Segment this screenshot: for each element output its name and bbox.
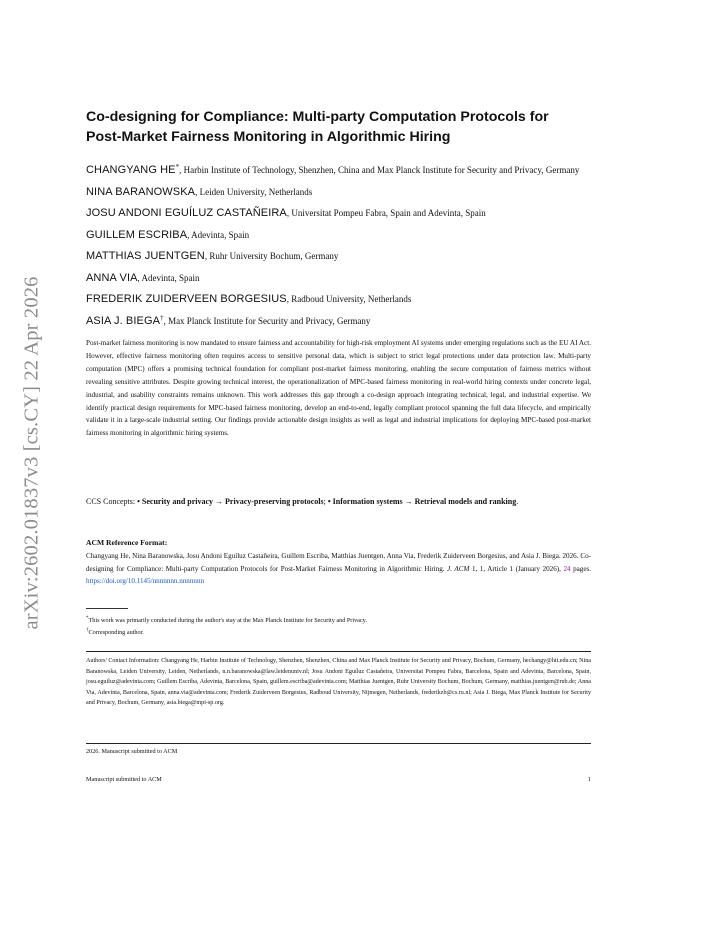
ccs-bullet-1: • Security and privacy [137, 497, 214, 506]
reference-pages-link[interactable]: 24 [563, 564, 571, 573]
ccs-label: CCS Concepts: [86, 497, 138, 506]
author-name: ANNA VIA [86, 271, 138, 284]
submitted-divider [86, 743, 591, 744]
reference-body-2: 1, 1, Article 1 (January 2026), [469, 564, 564, 573]
reference-body: Changyang He, Nina Baranowska, Josu Andoni Eguíluz Castañeira, Guillem Escriba, Matthias Juentgen, Anna Via, Frederik Zuiderveen Borgesius, and Asia J. Biega. 2026. Co-designing for Compliance: Multi-party Computation Protocols for Post-Market Fairness Monitoring in Algorithmic Hiring. [86, 552, 591, 573]
doi-link[interactable]: https://doi.org/10.1145/nnnnnnn.nnnnnnn [86, 577, 205, 586]
ccs-arrow: → [402, 497, 415, 506]
footnote-2 [86, 626, 591, 638]
ccs-item-1: Privacy-preserving protocols [225, 497, 324, 506]
author-entry [86, 309, 596, 331]
author-mark: † [160, 313, 164, 322]
author-entry [86, 244, 596, 266]
author-name: FREDERIK ZUIDERVEEN BORGESIUS [86, 293, 287, 305]
author-name: GUILLEM ESCRIBA [86, 228, 188, 241]
arxiv-stamp [2, 258, 62, 648]
author-name: MATTHIAS JUENTGEN [86, 250, 205, 262]
author-affiliation: , Universitat Pompeu Fabra, Spain and Adevinta, Spain [286, 208, 486, 218]
author-affiliation: , Adevinta, Spain [137, 272, 200, 283]
author-entry [86, 266, 596, 288]
page-footer-left: Manuscript submitted to ACM [86, 776, 162, 783]
author-affiliation: , Radboud University, Netherlands [286, 294, 412, 304]
footnote-1 [86, 614, 591, 626]
reference-heading: ACM Reference Format: [86, 538, 168, 547]
author-affiliation: , Adevinta, Spain [187, 229, 250, 240]
author-affiliation: , Leiden University, Netherlands [195, 186, 313, 197]
ccs-arrow: → [213, 497, 226, 506]
author-name: JOSU ANDONI EGUÍLUZ CASTAÑEIRA [86, 207, 287, 219]
footnotes [86, 614, 591, 637]
arxiv-stamp-text: arXiv:2602.01837v3 [cs.CY] 22 Apr 2026 [20, 276, 43, 630]
reference-body-3: pages. [570, 564, 591, 573]
footnote-2-text: Corresponding author. [88, 628, 144, 636]
reference-journal: J. ACM [447, 564, 470, 573]
footnote-2-mark: † [86, 627, 89, 633]
footnote-1-text: This work was primarily conducted during the author's stay at the Max Planck Institute for Security and Privacy. [88, 617, 367, 625]
title-line-2: Post-Market Fairness Monitoring in Algorithmic Hiring [86, 129, 451, 145]
author-affiliation: , Harbin Institute of Technology, Shenzhen, China and Max Planck Institute for Security and Privacy, Germany [179, 165, 580, 175]
author-entry [86, 287, 596, 309]
ccs-separator: ; [323, 497, 328, 506]
page-number: 1 [587, 776, 591, 783]
author-entry [86, 223, 596, 245]
footnote-divider [86, 608, 128, 609]
author-affiliation: , Ruhr University Bochum, Germany [204, 251, 339, 261]
author-affiliation: , Max Planck Institute for Security and Privacy, Germany [163, 315, 371, 326]
title-line-1: Co-designing for Compliance: Multi-party Computation Protocols for [86, 109, 549, 125]
author-entry [86, 158, 596, 180]
author-name: ASIA J. BIEGA [86, 314, 161, 327]
contact-divider [86, 651, 591, 652]
ccs-item-2: Retrieval models and ranking [414, 497, 517, 506]
paper-title [86, 107, 606, 147]
ccs-concepts [86, 495, 591, 509]
author-name: NINA BARANOWSKA [86, 185, 196, 198]
footnote-1-mark: * [86, 616, 89, 621]
author-name: CHANGYANG HE [86, 164, 176, 176]
author-list [86, 158, 596, 330]
ccs-bullet-2: • Information systems [327, 497, 403, 506]
author-entry [86, 201, 596, 223]
reference-text [86, 550, 591, 588]
ccs-end: . [516, 497, 519, 506]
author-mark: * [175, 163, 180, 171]
contact-information: Authors' Contact Information: Changyang He, Harbin Institute of Technology, Shenzhen, Shenzhen, China and Max Planck Institute for Security and Privacy, Bochum, Germany, hechangy@hit.edu.cn; Nina Baranowska, Leiden University, Leiden, Netherlands, n.n.baranowska@law.leidenuniv.nl; Josu Andoni Eguíluz Castañeira, Universitat Pompeu Fabra, Barcelona, Spain and Adevinta, Barcelona, Spain, josu.eguiluz@adevinta.com; Guillem Escriba, Adevinta, Barcelona, Spain, guillem.escriba@adevinta.com; Matthias Juentgen, Ruhr University Bochum, Bochum, Germany, matthias.juentgen@rub.de; Anna Via, Adevinta, Barcelona, Spain, anna.via@adevinta.com; Frederik Zuiderveen Borgesius, Radboud University, Nijmegen, Netherlands, frederikzb@cs.ru.nl; Asia J. Biega, Max Planck Institute for Security and Privacy, Bochum, Germany, asia.biega@mpi-sp.org. [86, 658, 591, 707]
author-entry [86, 180, 596, 202]
abstract: Post-market fairness monitoring is now mandated to ensure fairness and accountability for high-risk employment AI systems under emerging regulations such as the EU AI Act. However, effective fairness monitoring often requires access to sensitive personal data, which is subject to strict legal protections under data protection law. Multi-party computation (MPC) offers a promising technical foundation for compliant post-market fairness monitoring, enabling the secure computation of fairness metrics without revealing sensitive attributes. Despite growing technical interest, the operationalization of MPC-based fairness monitoring in real-world hiring contexts under concrete legal, industrial, and usability constraints remains unknown. This work addresses this gap through a co-design approach integrating technical, legal, and industrial expertise. We identify practical design requirements for MPC-based fairness monitoring, develop an end-to-end, legally compliant protocol spanning the full data lifecycle, and empirically validate it in a large-scale industrial setting. Our findings provide actionable design insights as well as legal and industrial implications for deploying MPC-based post-market fairness monitoring in algorithmic hiring systems. [86, 339, 591, 438]
submitted-note: 2026. Manuscript submitted to ACM [86, 748, 178, 755]
